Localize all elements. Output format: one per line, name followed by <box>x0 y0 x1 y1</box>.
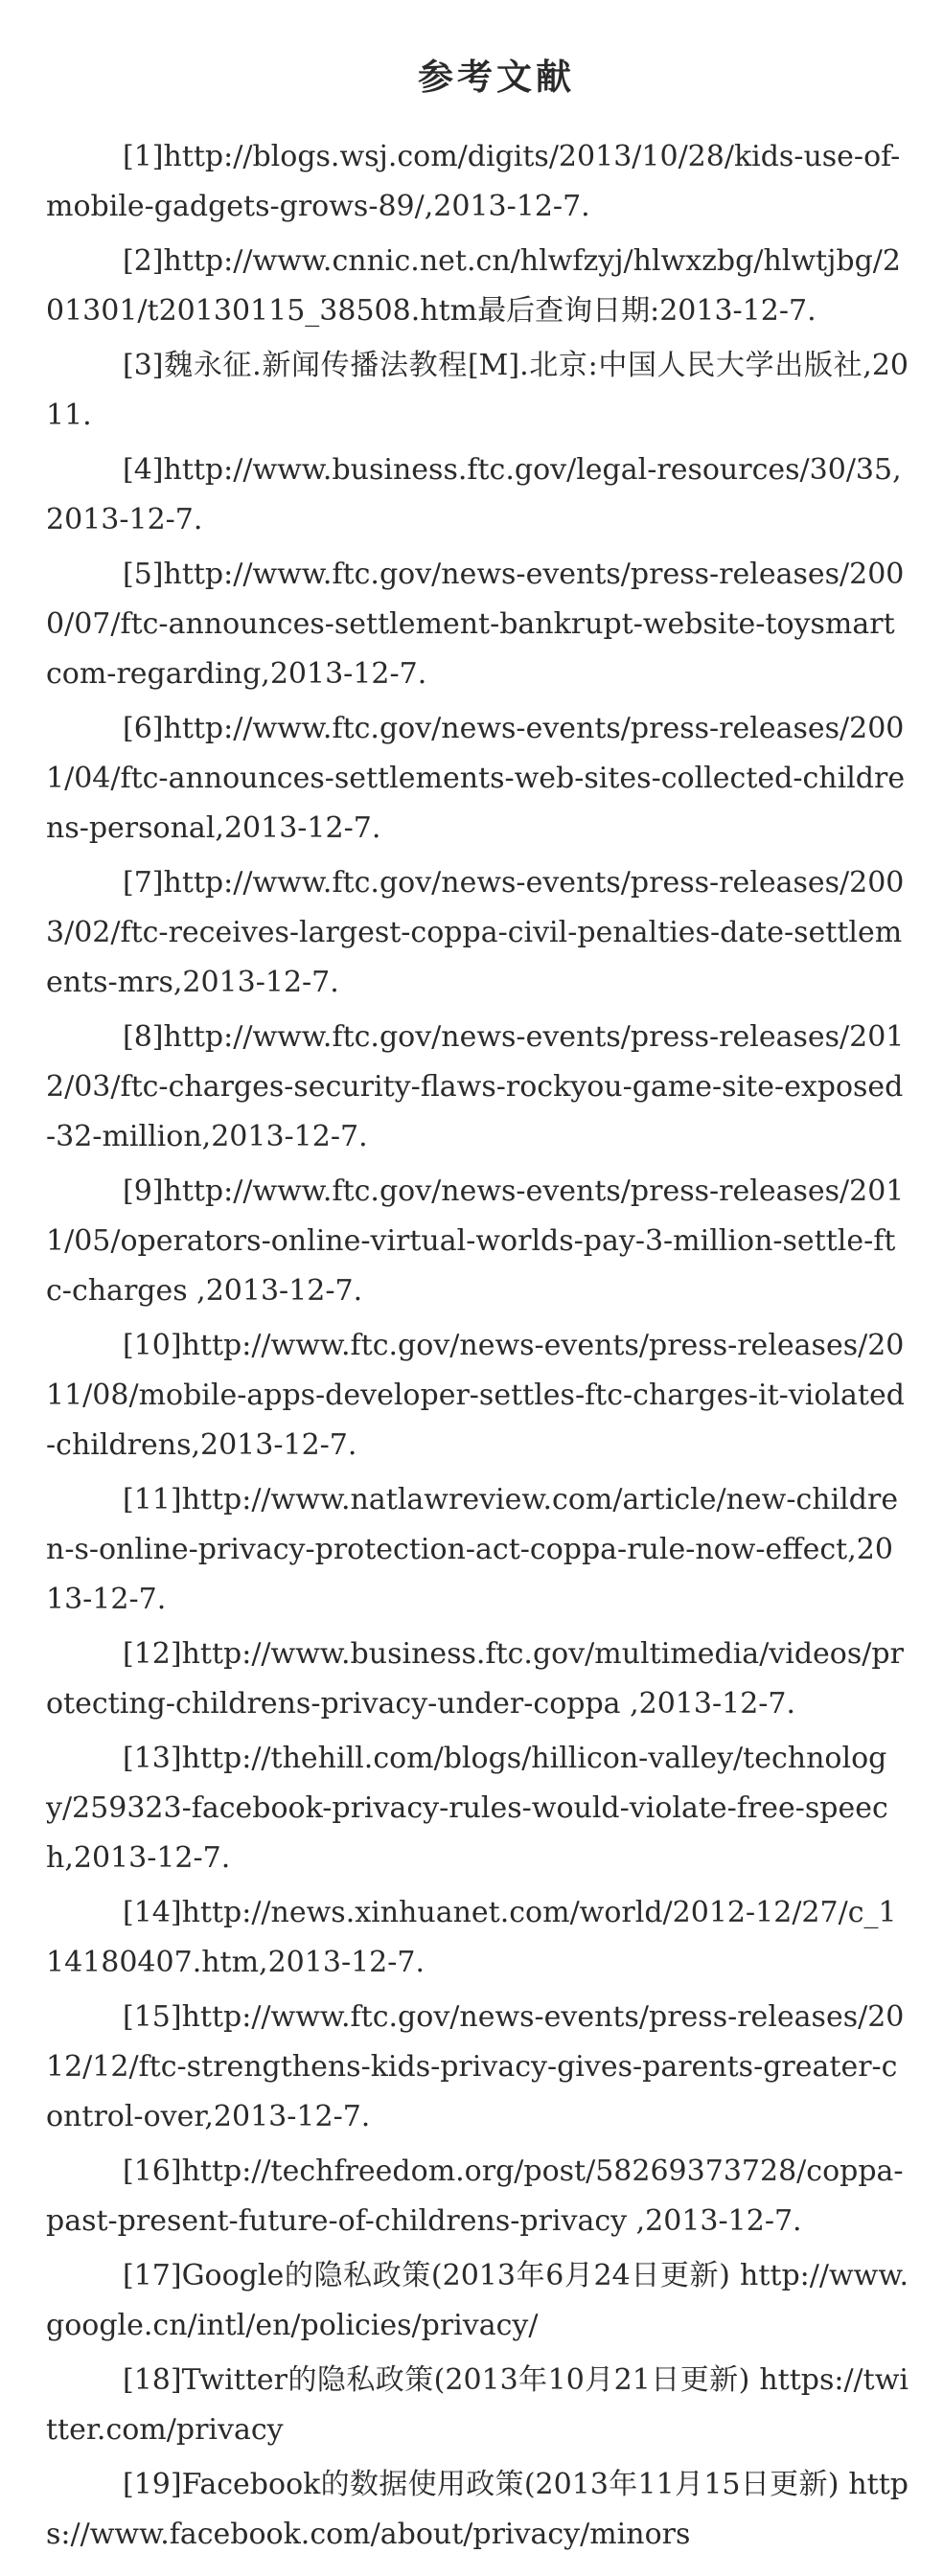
reference-item: [9]http://www.ftc.gov/news-events/press-releases/2011/05/operators-online-virtual-worlds-pay-3-million-settle-ftc-charges ,2013-12-7. <box>46 1174 905 1308</box>
reference-item: [3]魏永征.新闻传播法教程[M].北京:中国人民大学出版社,2011. <box>46 349 908 432</box>
reference-item: [1]http://blogs.wsj.com/digits/2013/10/28/kids-use-of-mobile-gadgets-grows-89/,2013-12-7. <box>46 140 901 223</box>
reference-item: [8]http://www.ftc.gov/news-events/press-releases/2012/03/ftc-charges-security-flaws-rockyou-game-site-exposed-32-million,2013-12-7. <box>46 1020 905 1153</box>
reference-item: [7]http://www.ftc.gov/news-events/press-releases/2003/02/ftc-receives-largest-coppa-civil-penalties-date-settlements-mrs,2013-12-7. <box>46 866 905 999</box>
reference-item: [15]http://www.ftc.gov/news-events/press-releases/2012/12/ftc-strengthens-kids-privacy-gives-parents-greater-control-over,2013-12-7. <box>46 2000 905 2133</box>
references-page <box>46 48 908 2565</box>
reference-item: [10]http://www.ftc.gov/news-events/press-releases/2011/08/mobile-apps-developer-settles-ftc-charges-it-violated-childrens,2013-12-7. <box>46 1329 905 1462</box>
page-title: 参考文献 <box>418 56 575 98</box>
reference-item: [12]http://www.business.ftc.gov/multimedia/videos/protecting-childrens-privacy-under-coppa ,2013-12-7. <box>46 1637 904 1721</box>
reference-item: [19]Facebook的数据使用政策(2013年11月15日更新) https://www.facebook.com/about/privacy/minors <box>46 2468 908 2551</box>
reference-item: [6]http://www.ftc.gov/news-events/press-releases/2001/04/ftc-announces-settlements-web-sites-collected-childrens-personal,2013-12-7. <box>46 712 906 845</box>
reference-item: [13]http://thehill.com/blogs/hillicon-valley/technology/259323-facebook-privacy-rules-would-violate-free-speech,2013-12-7. <box>46 1742 888 1875</box>
reference-list <box>46 132 908 2560</box>
reference-item: [5]http://www.ftc.gov/news-events/press-releases/2000/07/ftc-announces-settlement-bankrupt-website-toysmartcom-regarding,2013-12-7. <box>46 558 905 691</box>
reference-item: [11]http://www.natlawreview.com/article/new-children-s-online-privacy-protection-act-coppa-rule-now-effect,2013-12-7. <box>46 1483 899 1616</box>
reference-item: [4]http://www.business.ftc.gov/legal-resources/30/35,2013-12-7. <box>46 453 902 536</box>
reference-item: [17]Google的隐私政策(2013年6月24日更新) http://www.google.cn/intl/en/policies/privacy/ <box>46 2259 908 2342</box>
reference-item: [2]http://www.cnnic.net.cn/hlwfzyj/hlwxzbg/hlwtjbg/201301/t20130115_38508.htm最后查询日期:2013-12-7. <box>46 244 901 328</box>
reference-item: [18]Twitter的隐私政策(2013年10月21日更新) https://twitter.com/privacy <box>46 2363 908 2447</box>
reference-item: [16]http://techfreedom.org/post/58269373728/coppa-past-present-future-of-childrens-privacy ,2013-12-7. <box>46 2154 904 2238</box>
reference-item: [14]http://news.xinhuanet.com/world/2012-12/27/c_114180407.htm,2013-12-7. <box>46 1896 897 1979</box>
